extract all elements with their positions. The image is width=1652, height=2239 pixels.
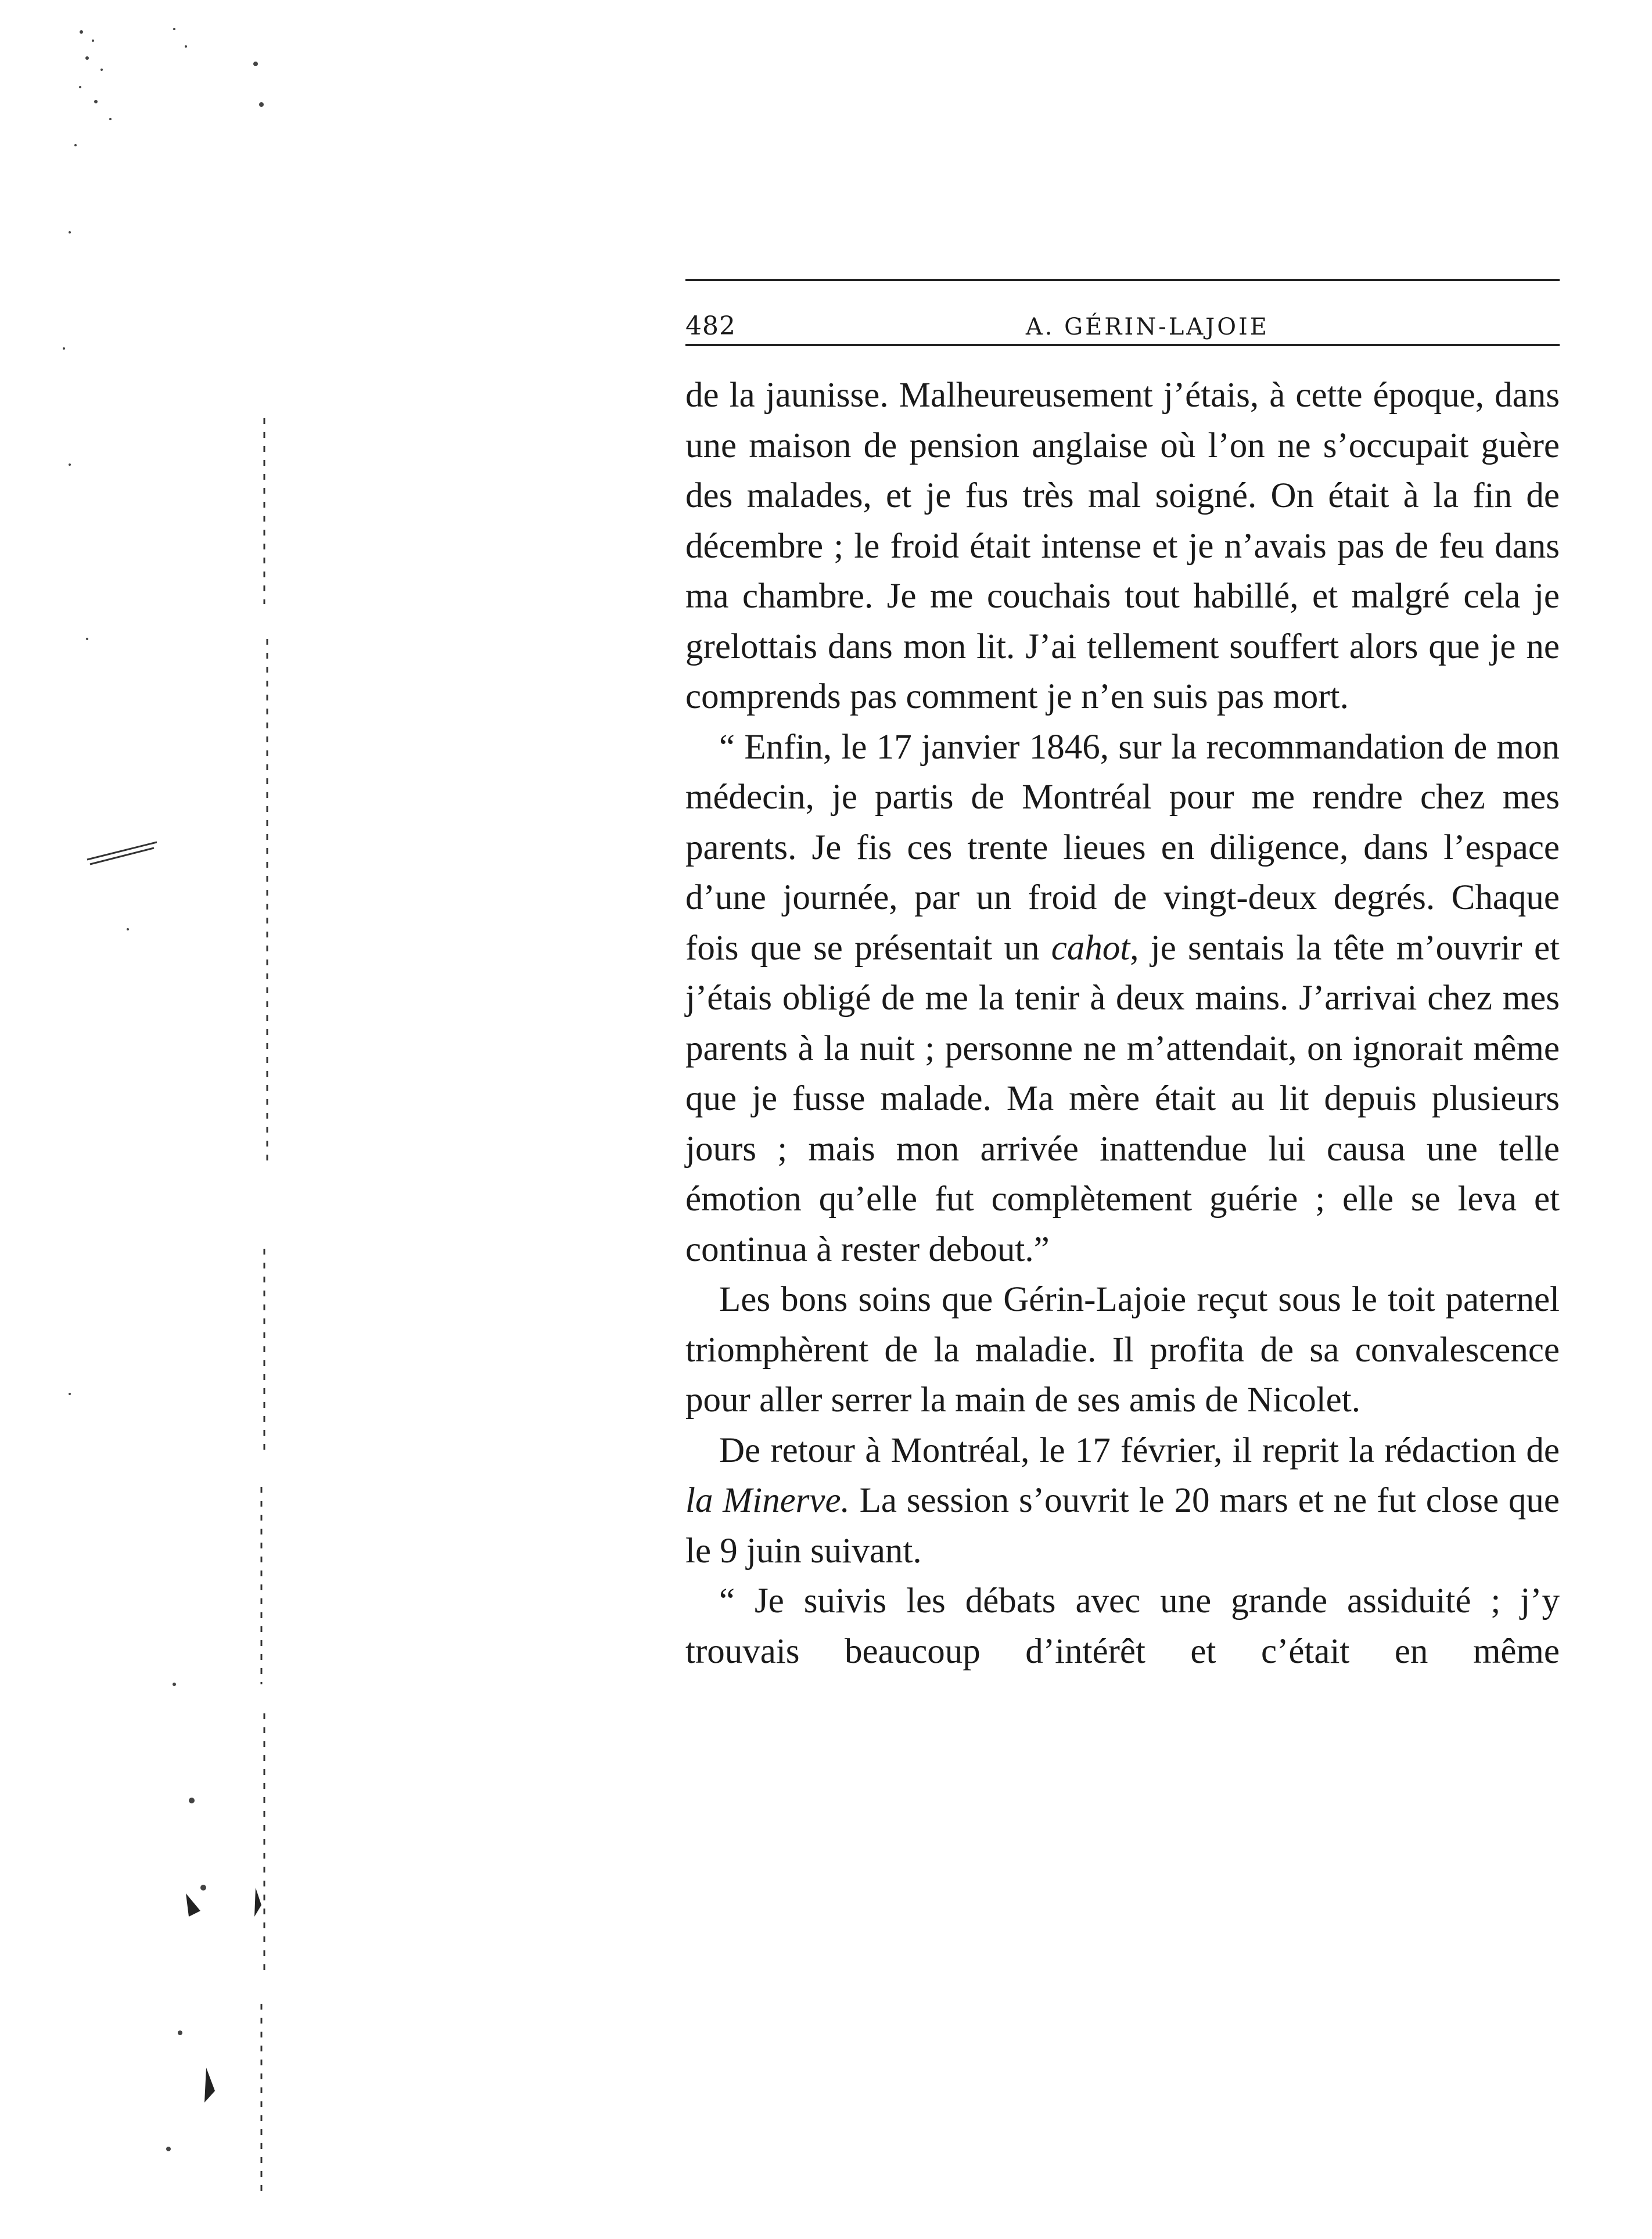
paragraph-text-run: “ Enfin, le 17 janvier 1846, sur la recommandation de mon médecin, je partis de Montréal pour me rendre chez mes parents. Je fis ces trente lieues en diligence, dans l’espace d’une journée, par un froid de vingt-deux degrés. Chaque fois que se présentait un bbox=[685, 727, 1560, 968]
paragraph bbox=[685, 1426, 1560, 1577]
running-head-title: A. GÉRIN-LAJOIE bbox=[1025, 314, 1269, 340]
paragraph: Les bons soins que Gérin-Lajoie reçut sous le toit paternel triomphèrent de la maladie. Il profita de sa convalescence pour aller serrer la main de ses amis de Nicolet. bbox=[685, 1280, 1560, 1419]
paragraph: “ Je suivis les débats avec une grande assiduité ; j’y trouvais beaucoup d’intérêt et c’était en même bbox=[685, 1582, 1560, 1671]
italic-term: cahot bbox=[1051, 928, 1130, 968]
running-header bbox=[685, 281, 1560, 344]
italic-title: la Minerve. bbox=[685, 1481, 850, 1520]
paragraph bbox=[685, 723, 1560, 1275]
paragraph-text-run: , je sentais la tête m’ouvrir et j’étais obligé de me la tenir à deux mains. J’arrivai chez mes parents à la nuit ; personne ne m’attendait, on ignorait même que je fusse malade. Ma mère était au lit depuis plusieurs jours ; mais mon arrivée inattendue lui causa une telle émotion qu’elle fut complètement guérie ; elle se leva et continua à rester debout.” bbox=[685, 928, 1560, 1269]
scan-margin-artifacts bbox=[0, 0, 325, 2239]
paragraph-text-run: De retour à Montréal, le 17 février, il reprit la rédaction de bbox=[719, 1431, 1560, 1470]
body-text bbox=[685, 371, 1560, 1677]
page-number: 482 bbox=[685, 311, 736, 341]
paragraph-text-run: La session s’ouvrit le 20 mars et ne fut close que le 9 juin suivant. bbox=[685, 1481, 1560, 1570]
book-page bbox=[685, 279, 1560, 1677]
paragraph: de la jaunisse. Malheureusement j’étais, à cette époque, dans une maison de pension anglaise où l’on ne s’occupait guère des malades, et je fus très mal soigné. On était à la fin de décembre ; le froid était intense et je n’avais pas de feu dans ma chambre. Je me couchais tout habillé, et malgré cela je grelottais dans mon lit. J’ai tellement souffert alors que je ne comprends pas comment je n’en suis pas mort. bbox=[685, 376, 1560, 716]
header-rule-bottom bbox=[685, 344, 1560, 346]
